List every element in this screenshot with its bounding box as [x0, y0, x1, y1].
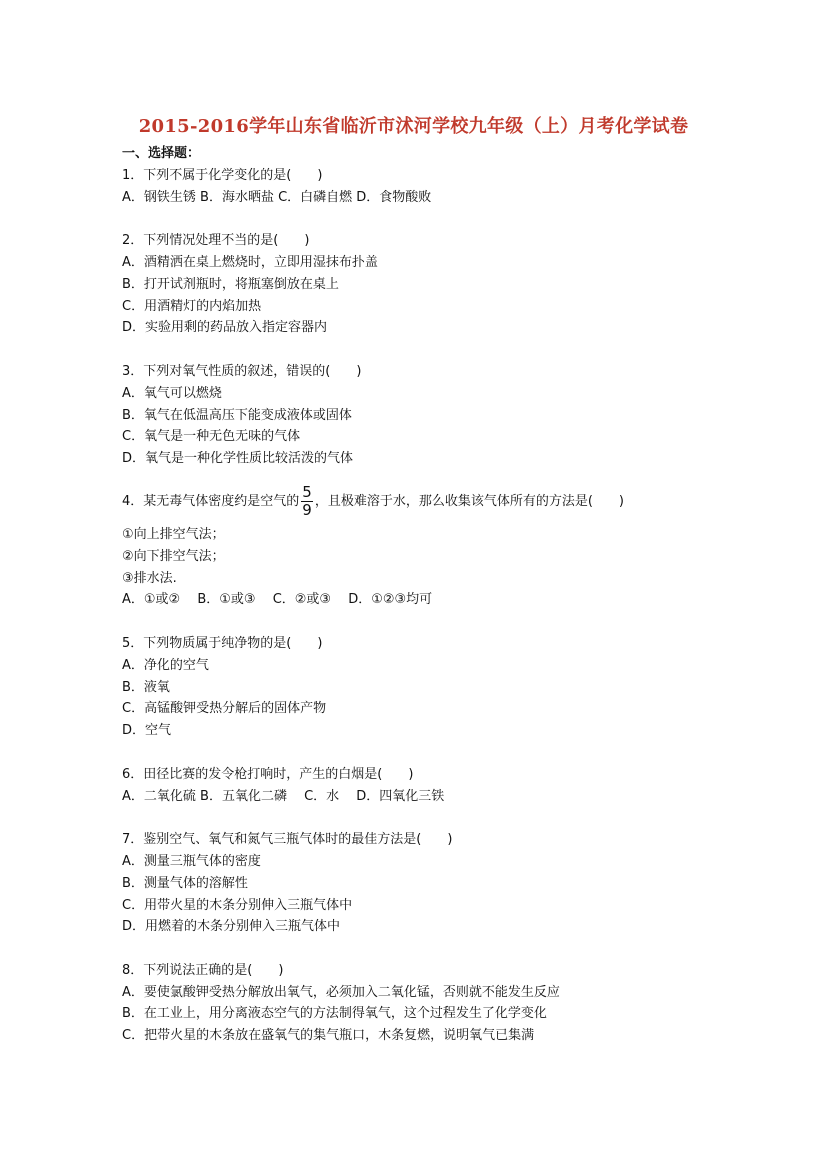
question-option: A．氧气可以燃烧	[122, 385, 222, 401]
question-4	[122, 480, 722, 611]
question-option: A．净化的空气	[122, 657, 209, 673]
question-2	[122, 230, 722, 339]
question-option: D．氧气是一种化学性质比较活泼的气体	[122, 451, 354, 467]
exam-title: 2015-2016学年山东省临沂市沭河学校九年级（上）月考化学试卷	[138, 116, 689, 137]
question-5	[122, 633, 722, 742]
question-option: C．用带火星的木条分别伸入三瓶气体中	[122, 897, 353, 913]
fraction-numerator: 5	[302, 483, 312, 502]
stem-text-before: 4．某无毒气体密度约是空气的	[122, 494, 300, 510]
question-stem: 1．下列不属于化学变化的是( )	[122, 167, 323, 183]
question-option: D．用燃着的木条分别伸入三瓶气体中	[122, 919, 341, 935]
question-option: B．测量气体的溶解性	[122, 875, 248, 891]
question-option: A．要使氯酸钾受热分解放出氧气，必须加入二氧化锰，否则就不能发生反应	[122, 984, 560, 1000]
question-stem: 8．下列说法正确的是( )	[122, 962, 284, 978]
question-option: C．氧气是一种无色无味的气体	[122, 429, 301, 445]
question-stem: 5．下列物质属于纯净物的是( )	[122, 635, 323, 651]
question-option: A．酒精洒在桌上燃烧时，立即用湿抹布扑盖	[122, 254, 378, 270]
question-option: B．液氧	[122, 679, 170, 695]
question-stem: 7．鉴别空气、氧气和氮气三瓶气体时的最佳方法是( )	[122, 832, 453, 848]
question-option: C．把带火星的木条放在盛氧气的集气瓶口，木条复燃，说明氧气已集满	[122, 1028, 535, 1044]
fraction	[301, 484, 313, 519]
question-option: A．测量三瓶气体的密度	[122, 853, 261, 869]
question-option: D．实验用剩的药品放入指定容器内	[122, 320, 328, 336]
question-7	[122, 829, 722, 938]
question-stem: 2．下列情况处理不当的是( )	[122, 233, 310, 249]
question-1	[122, 165, 722, 209]
question-option: A．①或② B．①或③ C．②或③ D．①②③均可	[122, 592, 433, 608]
question-stem: 6．田径比赛的发令枪打响时，产生的白烟是( )	[122, 766, 414, 782]
exam-content	[122, 143, 722, 1047]
method-item: ①向上排空气法；	[122, 526, 225, 542]
question-stem	[122, 480, 722, 524]
stem-text-after: ，且极难溶于水，那么收集该气体所有的方法是( )	[314, 494, 624, 510]
question-option: D．空气	[122, 723, 172, 739]
section-heading: 一、选择题：	[122, 146, 201, 161]
question-option: C．用酒精灯的内焰加热	[122, 298, 262, 314]
method-item: ②向下排空气法；	[122, 548, 225, 564]
question-8	[122, 960, 722, 1047]
question-option: C．高锰酸钾受热分解后的固体产物	[122, 701, 327, 717]
fraction-denominator: 9	[302, 501, 312, 520]
method-item: ③排水法.	[122, 570, 177, 586]
question-option: B．在工业上，用分离液态空气的方法制得氧气，这个过程发生了化学变化	[122, 1006, 547, 1022]
question-option: B．氧气在低温高压下能变成液体或固体	[122, 407, 352, 423]
question-option: A．二氧化硫 B．五氧化二磷 C．水 D．四氧化三铁	[122, 788, 445, 804]
question-3	[122, 361, 722, 470]
question-stem: 3．下列对氧气性质的叙述，错误的( )	[122, 363, 362, 379]
question-option: A．钢铁生锈 B．海水晒盐 C．白磷自燃 D．食物酸败	[122, 189, 432, 205]
question-option: B．打开试剂瓶时，将瓶塞倒放在桌上	[122, 276, 339, 292]
question-6	[122, 764, 722, 808]
